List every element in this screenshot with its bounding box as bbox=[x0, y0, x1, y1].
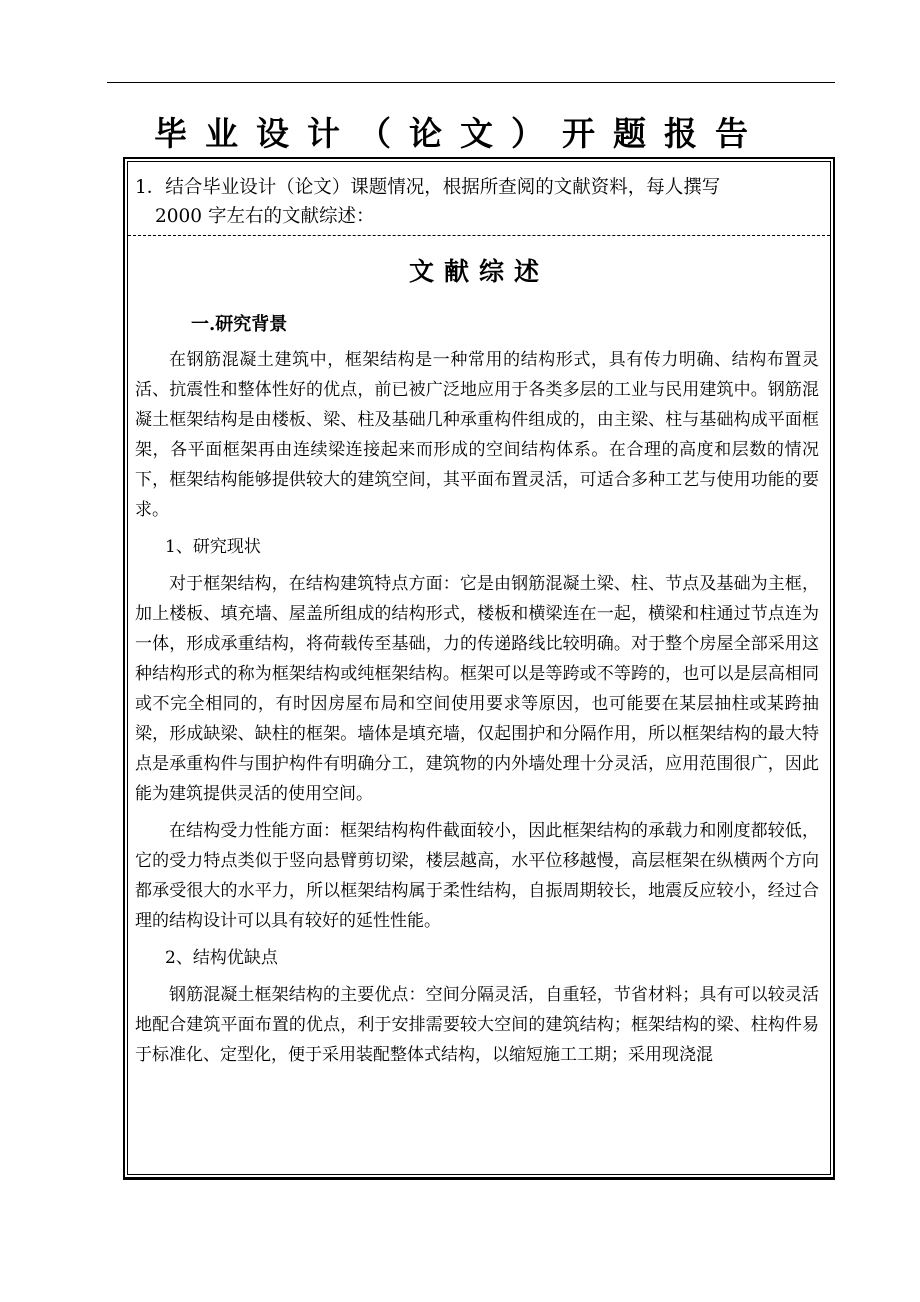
literature-review-body bbox=[135, 308, 819, 1070]
header-rule bbox=[107, 82, 835, 83]
prompt-line-1: 1．结合毕业设计（论文）课题情况，根据所查阅的文献资料，每人撰写 bbox=[135, 177, 721, 198]
dashed-divider bbox=[128, 235, 830, 236]
status-paragraph: 对于框架结构，在结构建筑特点方面：它是由钢筋混凝土梁、柱、节点及基础为主框，加上楼板、填充墙、屋盖所组成的结构形式，楼板和横梁连在一起，横梁和柱通过节点连为一体，形成承重结构，将荷载传至基础，力的传递路线比较明确。对于整个房屋全部采用这种结构形式的称为框架结构或纯框架结构。框架可以是等跨或不等跨的，也可以是层高相同或不完全相同的，有时因房屋布局和空间使用要求等原因，也可能要在某层抽柱或某跨抽梁，形成缺梁、缺柱的框架。墙体是填充墙，仅起围护和分隔作用，所以框架结构的最大特点是承重构件与围护构件有明确分工，建筑物的内外墙处理十分灵活，应用范围很广，因此能为建筑提供灵活的使用空间。 bbox=[135, 574, 819, 804]
document-title: 毕业设计（论文）开题报告 bbox=[154, 114, 766, 153]
report-table-frame bbox=[123, 157, 835, 1180]
pros-cons-heading: 2、结构优缺点 bbox=[165, 948, 278, 968]
literature-review-heading: 文献综述 bbox=[408, 257, 549, 286]
prompt-line-2: 2000 字左右的文献综述： bbox=[155, 206, 375, 227]
research-status-heading: 1、研究现状 bbox=[165, 537, 261, 557]
pros-paragraph: 钢筋混凝土框架结构的主要优点：空间分隔灵活，自重轻，节省材料；具有可以较灵活地配合建筑平面布置的优点，利于安排需要较大空间的建筑结构；框架结构的梁、柱构件易于标准化、定型化，便于采用装配整体式结构，以缩短施工工期；采用现浇混 bbox=[135, 985, 819, 1065]
research-background-heading: 一.研究背景 bbox=[191, 314, 288, 335]
section-prompt bbox=[135, 173, 815, 231]
background-paragraph: 在钢筋混凝土建筑中，框架结构是一种常用的结构形式，具有传力明确、结构布置灵活、抗震性和整体性好的优点，前已被广泛地应用于各类多层的工业与民用建筑中。钢筋混凝土框架结构是由楼板、梁、柱及基础几种承重构件组成的，由主梁、柱与基础构成平面框架，各平面框架再由连续梁连接起来而形成的空间结构体系。在合理的高度和层数的情况下，框架结构能够提供较大的建筑空间，其平面布置灵活，可适合多种工艺与使用功能的要求。 bbox=[135, 350, 819, 520]
mechanics-paragraph: 在结构受力性能方面：框架结构构件截面较小，因此框架结构的承载力和刚度都较低，它的受力特点类似于竖向悬臂剪切梁，楼层越高，水平位移越慢，高层框架在纵横两个方向都承受很大的水平力，所以框架结构属于柔性结构，自振周期较长，地震反应较小，经过合理的结构设计可以具有较好的延性性能。 bbox=[135, 821, 819, 931]
